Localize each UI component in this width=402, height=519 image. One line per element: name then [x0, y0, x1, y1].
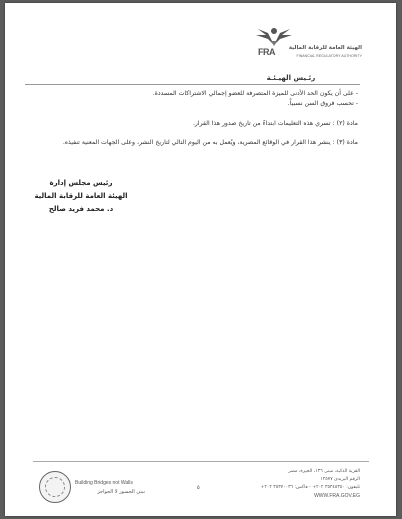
tagline-en: Building Bridges not Walls — [75, 480, 133, 486]
page-number: ٥ — [197, 485, 200, 491]
article-3: مادة (٣) : ينشر هذا القرار في الوقائع المصرية، ويُعمل به من اليوم التالي لتاريخ النشر، وعلى الجهات المعنية تنفيذه. — [62, 139, 358, 146]
phone-fax: تليفون: ٣٥٣٤٥٣٥٠ ٢٠٢+ - فاكس: ٣٥٣٧٠٠٣٦ ٢٠٢+ — [260, 485, 360, 490]
footer-divider — [33, 461, 369, 462]
header-divider — [25, 84, 360, 85]
bullet-age-difference: - تحسب فروق السن نسبياً. — [287, 100, 358, 107]
signature-title: رئيس مجلس إدارة — [49, 179, 113, 187]
authority-name-ar: الهيئة العامة للرقابة المالية — [288, 45, 362, 51]
authority-seal — [39, 471, 71, 503]
website-link[interactable]: WWW.FRA.GOV.EG — [314, 493, 360, 499]
fra-logo — [254, 25, 362, 65]
tagline-ar: نبني الجسور لا الحواجز — [97, 489, 145, 495]
postal-code: الرقم البريدي ١٢٥٧٧ — [320, 477, 360, 482]
authority-name-en: FINANCIAL REGULATORY AUTHORITY — [296, 54, 362, 58]
seal-emblem-icon — [45, 477, 65, 497]
bullet-dash: - — [353, 90, 358, 97]
bullet-dash: - — [353, 100, 358, 107]
document-page — [5, 3, 396, 516]
signature-name: د. محمد فريد صالح — [48, 205, 114, 213]
signature-org: الهيئة العامة للرقابة المالية — [34, 192, 128, 200]
footer-address — [220, 468, 360, 500]
bullet-min-benefit: - على أن يكون الحد الأدنى للميزة المتصرفة للعضو إجمالي الاشتراكات المسددة. — [152, 90, 358, 97]
article-2: مادة (٢) : تسري هذه التعليمات ابتداءً من تاريخ صدور هذا القرار. — [192, 120, 358, 127]
footer-tagline — [75, 480, 145, 495]
address-line: القرية الذكية، مبنى ١٣٦، الجيزة، مصر — [288, 469, 360, 474]
logo-mark: FRA — [258, 47, 275, 57]
chair-heading: رئـيس الهيـئـة — [266, 74, 316, 82]
